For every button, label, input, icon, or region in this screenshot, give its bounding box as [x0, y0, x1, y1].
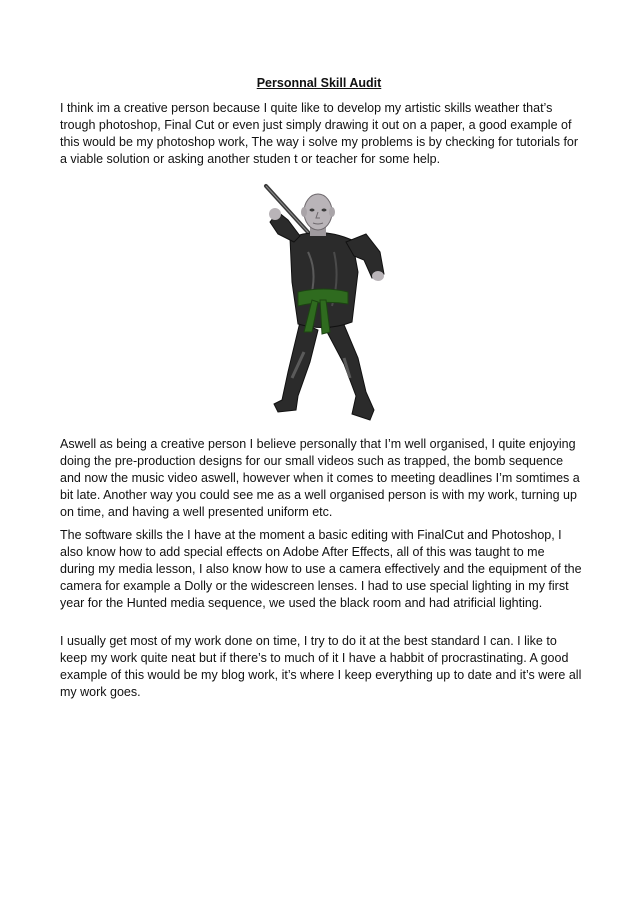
paragraph-organisation: Aswell as being a creative person I believe personally that I’m well organised, I quite enjoying doing the pre-production designs for our small videos such as trapped, the bomb sequence and now the music video aswell, however when it comes to meeting deadlines I’m somtimes a bit late. Another way you could see me as a well organised person is with my work, turning up on time, and having a well presented uniform etc.	[60, 437, 580, 519]
paragraph-creativity: I think im a creative person because I quite like to develop my artistic skills weather that’s trough photoshop, Final Cut or even just simply drawing it out on a paper, a good example of this would be my photoshop work, The way i solve my problems is by checking for tutorials for a viable solution or asking another studen t or teacher for some help.	[60, 101, 579, 166]
ninja-figure-drawing-icon	[248, 182, 396, 428]
paragraph-time-management: I usually get most of my work done on time, I try to do it at the best standard I can. I like to keep my work quite neat but if there’s to much of it I have a habbit of procrastinating. A good example of this would be my blog work, it’s where I keep everything up to date and it’s were all my work goes.	[60, 634, 582, 699]
ninja-illustration	[248, 182, 396, 428]
document-title: Personnal Skill Audit	[256, 76, 382, 90]
paragraph-software-skills: The software skills the I have at the moment a basic editing with FinalCut and Photoshop, I also know how to add special effects on Adobe After Effects, all of this was taught to me during my media lesson, I also know how to use a camera effectively and the equipment of the camera for example a Dolly or the widescreen lenses. I had to use special lighting in my first year for the Hunted media sequence, we used the black room and had atrificial lighting.	[60, 528, 582, 610]
